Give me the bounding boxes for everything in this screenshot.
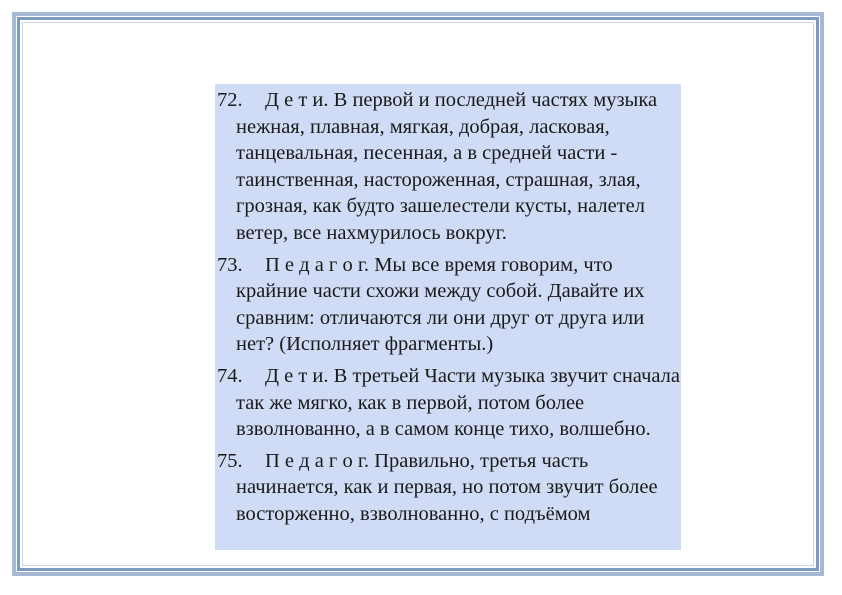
paragraph-74	[217, 363, 681, 443]
paragraph-number: 74.	[217, 364, 243, 387]
text-box	[215, 84, 681, 550]
speaker-label: Д е т и.	[265, 364, 329, 387]
paragraph-number: 72.	[217, 89, 243, 111]
paragraph-72	[217, 87, 681, 247]
speaker-label: П е д а г о г.	[265, 253, 370, 276]
paragraph-number: 73.	[217, 253, 243, 276]
speaker-label: Д е т и.	[265, 89, 329, 111]
paragraph-73	[217, 252, 681, 358]
paragraph-text: Правильно, третья часть начинается, как и первая, но потом звучит более восторженно, взволнованно, с подъёмом	[236, 449, 658, 525]
paragraph-text: В третьей Части музыка звучит сначала так же мягко, как в первой, потом более взволнованно, а в самом конце тихо, волшебно.	[236, 364, 680, 441]
paragraph-75	[217, 448, 681, 528]
speaker-label: П е д а г о г.	[265, 449, 370, 472]
paragraph-text: В первой и последней частях музыка нежная, плавная, мягкая, добрая, ласковая, танцевальная, песенная, а в средней части - таинственная, настороженная, страшная, злая, грозная, как будто зашелестели кусты, налетел ветер, все нахмурилось вокруг.	[236, 89, 658, 244]
paragraph-text: Мы все время говорим, что крайние части схожи между собой. Давайте их сравним: отличаются ли они друг от друга или нет? (Исполняет фрагменты.)	[236, 253, 645, 356]
paragraph-number: 75.	[217, 449, 243, 472]
